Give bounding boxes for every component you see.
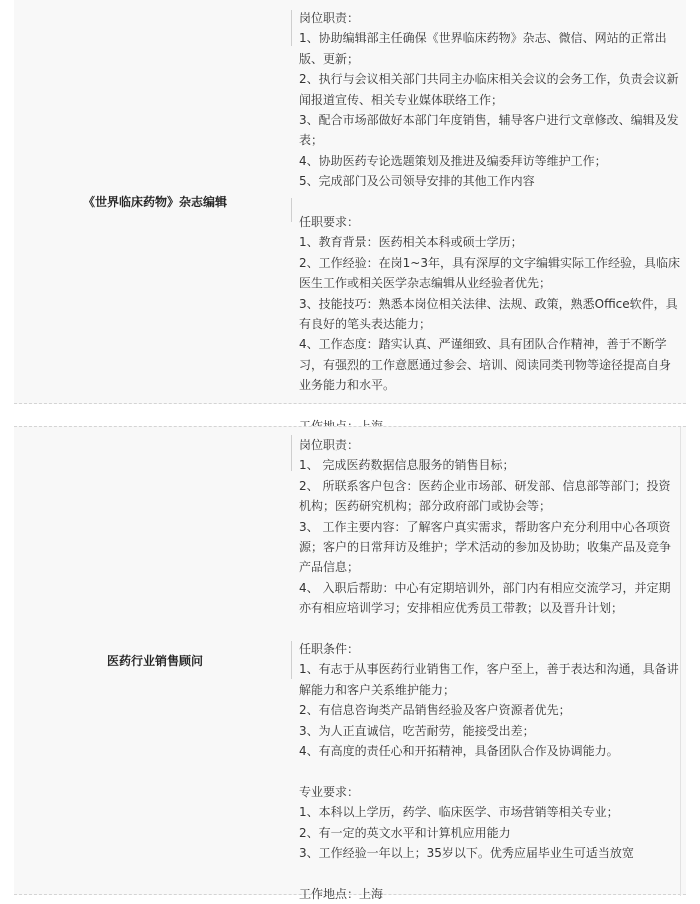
list-item: 1、协助编辑部主任确保《世界临床药物》杂志、微信、网站的正常出版、更新； xyxy=(299,31,667,66)
job-description xyxy=(296,427,686,901)
list-item: 1、本科以上学历，药学、临床医学、市场营销等相关专业； xyxy=(299,805,619,820)
column-divider xyxy=(291,198,292,222)
list-item: 1、教育背景：医药相关本科或硕士学历； xyxy=(299,235,523,250)
column-divider xyxy=(291,10,292,46)
job-description xyxy=(296,0,686,403)
list-item: 2、工作经验：在岗1~3年，具有深厚的文字编辑实际工作经验，具临床医生工作或相关医学杂志编辑从业经验者优先； xyxy=(299,255,680,291)
list-item: 3、工作经验一年以上；35岁以下。优秀应届毕业生可适当放宽 xyxy=(299,846,634,861)
job-row xyxy=(14,0,686,404)
list-item: 4、有高度的责任心和开拓精神，具备团队合作及协调能力。 xyxy=(299,744,619,759)
list-item: 3、配合市场部做好本部门年度销售，辅导客户进行文章修改、编辑及发表； xyxy=(299,113,679,148)
list-item: 1、有志于从事医药行业销售工作，客户至上，善于表达和沟通，具备讲解能力和客户关系维护能力； xyxy=(299,662,679,697)
responsibilities-section xyxy=(299,8,682,192)
list-item: 2、 所联系客户包含：医药企业市场部、研发部、信息部等部门；投资机构；医药研究机构；部分政府部门或协会等； xyxy=(299,478,671,514)
list-item: 3、为人正直诚信，吃苦耐劳，能接受出差； xyxy=(299,723,535,738)
list-item: 2、有一定的英文水平和计算机应用能力 xyxy=(299,825,511,840)
list-item: 4、协助医药专论选题策划及推进及编委拜访等维护工作； xyxy=(299,153,607,168)
section-heading: 任职要求： xyxy=(299,215,360,230)
work-location: 工作地点：上海 xyxy=(299,886,384,901)
section-heading: 专业要求： xyxy=(299,784,360,799)
list-item: 2、执行与会议相关部门共同主办临床相关会议的会务工作，负责会议新闻报道宣传、相关专业媒体联络工作； xyxy=(299,72,679,107)
requirements-section xyxy=(299,212,682,396)
column-divider xyxy=(291,641,292,679)
column-divider xyxy=(291,435,292,471)
list-item: 3、 工作主要内容：了解客户真实需求，帮助客户充分利用中心各项资源；客户的日常拜访及维护；学术活动的参加及协助；收集产品及竞争产品信息； xyxy=(299,519,672,575)
job-title: 医药行业销售顾问 xyxy=(106,654,203,668)
scroll-edge xyxy=(680,427,681,896)
section-heading: 岗位职责： xyxy=(299,438,360,452)
list-item: 1、 完成医药数据信息服务的销售目标； xyxy=(299,458,515,473)
job-row xyxy=(14,426,686,901)
responsibilities-section xyxy=(299,435,682,619)
list-item: 4、 入职后帮助：中心有定期培训外，部门内有相应交流学习，并定期亦有相应培训学习；安排相应优秀员工带教；以及晋升计划； xyxy=(299,580,671,616)
job-title: 《世界临床药物》杂志编辑 xyxy=(82,195,227,209)
list-item: 4、工作态度：踏实认真、严谨细致、具有团队合作精神，善于不断学习，有强烈的工作意愿通过参会、培训、阅读同类刊物等途径提高自身业务能力和水平。 xyxy=(299,337,672,393)
section-heading: 任职条件： xyxy=(299,642,360,657)
qualifications-section xyxy=(299,639,682,761)
job-listing-table xyxy=(14,0,686,901)
section-heading: 岗位职责： xyxy=(299,11,360,25)
list-item: 5、完成部门及公司领导安排的其他工作内容 xyxy=(299,174,535,189)
list-item: 2、有信息咨询类产品销售经验及客户资源者优先； xyxy=(299,703,571,718)
list-item: 3、技能技巧：熟悉本岗位相关法律、法规、政策，熟悉Office软件，具有良好的笔头表达能力； xyxy=(299,296,678,332)
major-requirements-section xyxy=(299,782,682,864)
